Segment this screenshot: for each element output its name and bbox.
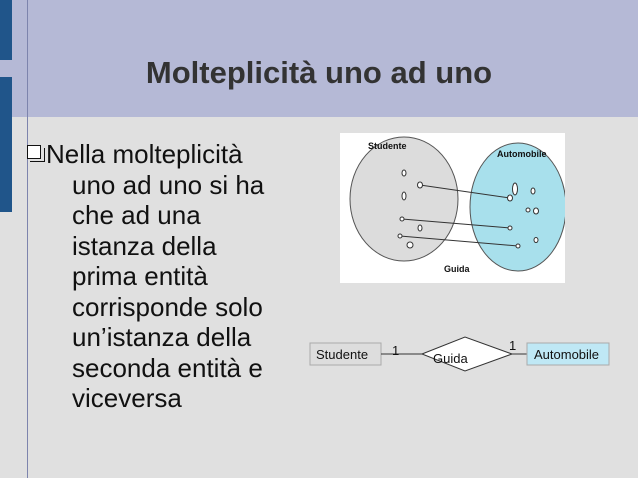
venn-diagram	[340, 133, 565, 283]
instance-dot	[400, 217, 404, 221]
cardinality-right: 1	[509, 338, 517, 353]
instance-dot	[398, 234, 402, 238]
checkbox-bullet-icon	[30, 148, 45, 162]
cardinality-left: 1	[392, 343, 400, 358]
car-set	[470, 143, 565, 271]
instance-dot	[402, 192, 406, 200]
entity-studente-label: Studente	[316, 347, 369, 362]
instance-dot	[402, 170, 406, 176]
instance-dot	[418, 182, 423, 188]
instance-dot	[534, 208, 539, 214]
venn-bottom-label: Guida	[444, 264, 470, 274]
instance-dot	[407, 242, 413, 248]
instance-dot	[516, 244, 520, 248]
entity-automobile-label: Automobile	[534, 347, 600, 362]
instance-dot	[531, 188, 535, 194]
venn-left-label: Studente	[368, 141, 407, 151]
instance-dot	[508, 195, 513, 201]
instance-dot	[526, 208, 530, 212]
slide-title: Molteplicità uno ad uno	[145, 55, 493, 90]
left-accent-stripe	[0, 77, 12, 212]
instance-dot	[513, 183, 518, 195]
left-accent-stripe	[0, 0, 12, 60]
bullet-line: Nella molteplicità uno ad uno si ha che ad una istanza della prima entità corrisponde solo un’istanza della seconda entità e viceversa	[46, 139, 265, 413]
relationship-guida-label: Guida	[433, 351, 468, 366]
venn-right-label: Automobile	[497, 149, 547, 159]
instance-dot	[418, 225, 422, 231]
instance-dot	[534, 238, 538, 243]
er-diagram	[300, 330, 620, 380]
instance-dot	[508, 226, 512, 230]
bullet-text	[46, 139, 310, 414]
bullet-item	[30, 139, 310, 414]
